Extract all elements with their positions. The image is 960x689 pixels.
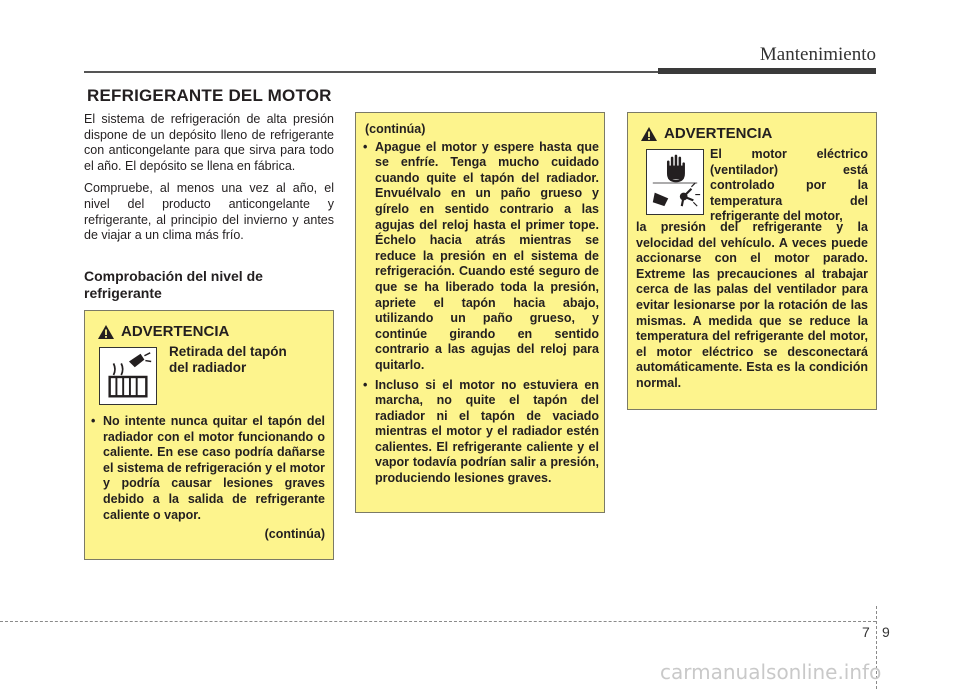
warning-triangle-icon bbox=[640, 126, 658, 142]
footer-rule bbox=[0, 621, 876, 622]
warning-box-radiator-cap bbox=[84, 310, 334, 560]
page-number-value: 9 bbox=[882, 624, 890, 640]
warning-label: ADVERTENCIA bbox=[121, 323, 230, 340]
warning-triangle-icon bbox=[97, 324, 115, 340]
continued-label: (continúa) bbox=[365, 122, 426, 136]
list-item: • Incluso si el motor no estuviera en marcha, no quite el tapón del radiador ni el tapón de vaciado mientras el motor y el radiador estén calientes. El refrigerante caliente y el vapor todavía podrían salir a presión, produciendo lesiones graves. bbox=[361, 378, 599, 487]
intro-paragraph-2: Compruebe, al menos una vez al año, el nivel del producto anticongelante y refrigerante, al principio del invierno y antes de viajar a un clima más frío. bbox=[84, 181, 334, 243]
warning-label: ADVERTENCIA bbox=[664, 125, 773, 142]
warning-body bbox=[89, 414, 325, 543]
intro-paragraph-1: El sistema de refrigeración de alta presión dispone de un depósito lleno de refrigerante con anticongelante para que sirva para todo el año. El depósito se llena en fábrica. bbox=[84, 112, 334, 173]
intro-text bbox=[84, 112, 334, 251]
continued-label: (continúa) bbox=[264, 527, 325, 542]
warning-side-text: El motor eléctrico (ventilador) está controlado por la temperatura del refrigerante del motor, bbox=[710, 147, 868, 224]
warning-subtitle: Retirada del tapón del radiador bbox=[169, 344, 287, 375]
warning-body bbox=[361, 122, 599, 491]
list-item: • Apague el motor y espere hasta que se enfríe. Tenga mucho cuidado cuando quite el tapón del radiador. Envuélvalo en un paño grueso y gírelo en sentido contrario a las agujas del reloj hasta el primer tope. Échelo hacia atrás mientras se reduce la presión en el sistema de refrigeración. Cuando esté seguro de que se ha liberado toda la presión, apriete el tapón hacia abajo, utilizando un paño grueso, y continúe girando en sentido contrario a las agujas del reloj para quitarlo. bbox=[361, 140, 599, 374]
header-rule-thin bbox=[84, 71, 658, 73]
hand-fan-warning-icon bbox=[646, 149, 704, 215]
warning-box-fan bbox=[627, 112, 877, 410]
warning-box-continued bbox=[355, 112, 605, 513]
radiator-cap-warning-icon bbox=[99, 347, 157, 405]
header-rule-thick bbox=[658, 68, 876, 74]
warning-body: la presión del refrigerante y la velocidad del vehículo. A veces puede accionarse con el motor parado. Extreme las precauciones al trabajar cerca de las palas del ventilador para evitar lesionarse por la rotación de las mismas. A medida que se reduce la temperatura del refrigerante del motor, el motor eléctrico se desconectará automáticamente. Esta es la condición normal. bbox=[636, 220, 868, 390]
list-item: • No intente nunca quitar el tapón del radiador con el motor funcionando o caliente. En ese caso podría dañarse el sistema de refrigeración y el motor y podría causar lesiones graves debido a la salida de refrigerante caliente o vapor. bbox=[89, 414, 325, 523]
section-title: REFRIGERANTE DEL MOTOR bbox=[87, 86, 332, 105]
warning-heading bbox=[640, 125, 772, 142]
sub-heading: Comprobación del nivel de refrigerante bbox=[84, 268, 263, 301]
chapter-number: 7 bbox=[862, 624, 870, 640]
watermark: carmanualsonline.info bbox=[660, 660, 882, 684]
warning-heading bbox=[97, 323, 229, 340]
header-title: Mantenimiento bbox=[759, 44, 876, 65]
